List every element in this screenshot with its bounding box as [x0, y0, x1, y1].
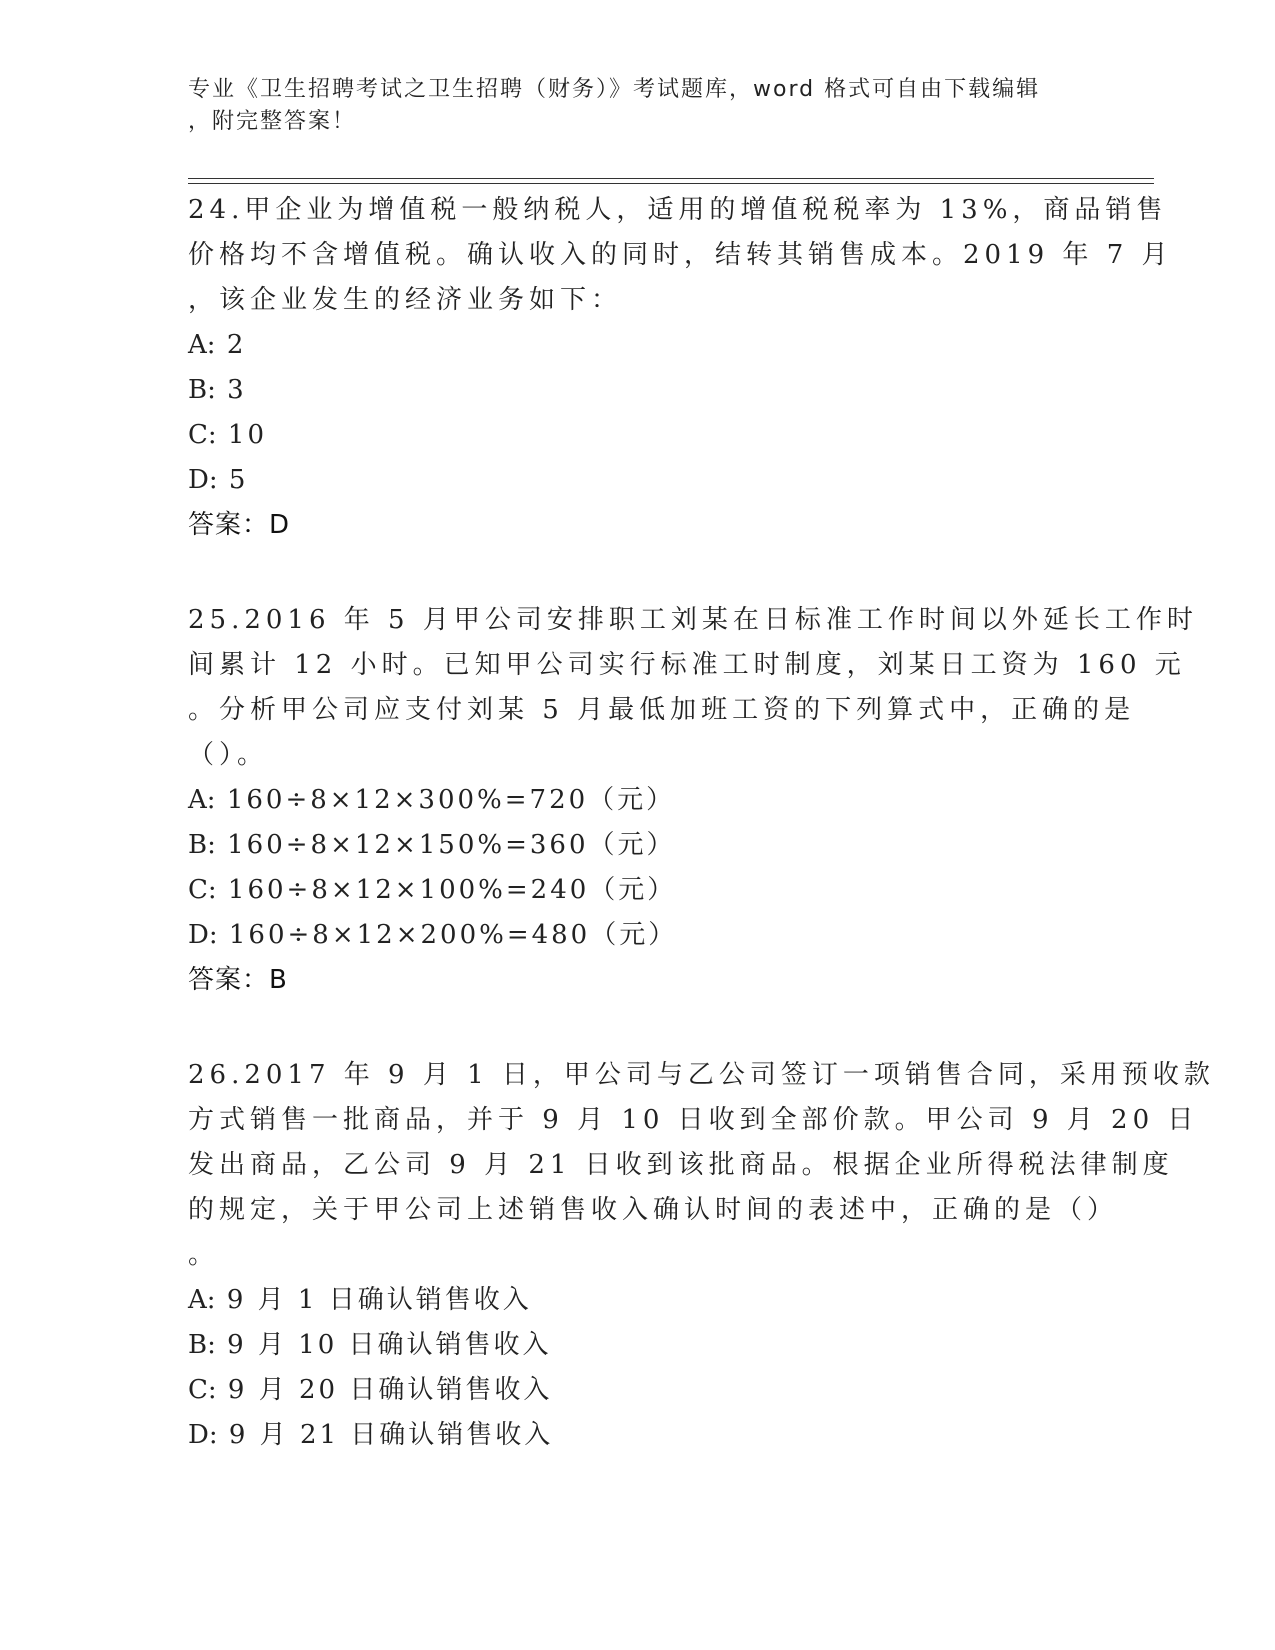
- option-text: 160÷8×12×200%=480（元）: [228, 920, 678, 950]
- option-text: 2: [226, 330, 247, 360]
- option-d: [188, 913, 1088, 958]
- question-stem-line: 26.2017 年 9 月 1 日，甲公司与乙公司签订一项销售合同，采用预收款: [188, 1060, 1215, 1090]
- option-text: 160÷8×12×150%=360（元）: [227, 830, 676, 860]
- option-b: [188, 1323, 1088, 1368]
- option-text: 9 月 20 日确认销售收入: [227, 1375, 553, 1405]
- question-stem-line: 。分析甲公司应支付刘某 5 月最低加班工资的下列算式中，正确的是: [188, 695, 1136, 725]
- option-c: [188, 868, 1088, 913]
- option-letter: D:: [188, 1420, 218, 1450]
- option-c: [188, 413, 1088, 458]
- question-stem-line: ，该企业发生的经济业务如下：: [188, 285, 623, 315]
- question-25: [188, 598, 1198, 1003]
- question-stem-line: 间累计 12 小时。已知甲公司实行标准工时制度，刘某日工资为 160 元: [188, 650, 1186, 680]
- option-letter: C:: [188, 420, 217, 450]
- option-letter: B:: [188, 1330, 216, 1360]
- option-d: [188, 1413, 1088, 1458]
- option-letter: B:: [188, 375, 216, 405]
- option-b: [188, 823, 1088, 868]
- option-text: 9 月 1 日确认销售收入: [226, 1285, 532, 1315]
- option-text: 160÷8×12×100%=240（元）: [227, 875, 677, 905]
- question-stem-line: 24.甲企业为增值税一般纳税人，适用的增值税税率为 13%，商品销售: [188, 195, 1168, 225]
- question-stem-line: 的规定，关于甲公司上述销售收入确认时间的表述中，正确的是（）: [188, 1195, 1119, 1225]
- option-letter: C:: [188, 875, 217, 905]
- option-text: 160÷8×12×300%=720（元）: [226, 785, 676, 815]
- question-stem-line: （）。: [188, 740, 269, 770]
- header-line: 专业《卫生招聘考试之卫生招聘（财务）》考试题库，word 格式可自由下载编辑: [188, 77, 1041, 102]
- header-line: ，附完整答案！: [188, 109, 357, 134]
- question-26: [188, 1053, 1215, 1458]
- option-text: 3: [227, 375, 247, 405]
- answer-text: 答案：B: [188, 965, 288, 995]
- document-header: [188, 74, 1078, 138]
- option-letter: A:: [188, 785, 216, 815]
- answer-text: 答案：D: [188, 510, 291, 540]
- option-text: 5: [228, 465, 249, 495]
- option-text: 9 月 21 日确认销售收入: [228, 1420, 554, 1450]
- option-letter: D:: [188, 920, 218, 950]
- question-24: [188, 188, 1173, 548]
- header-divider: [188, 178, 1154, 179]
- option-d: [188, 458, 1088, 503]
- option-letter: D:: [188, 465, 218, 495]
- question-stem-line: 方式销售一批商品，并于 9 月 10 日收到全部价款。甲公司 9 月 20 日: [188, 1105, 1199, 1135]
- question-stem-line: 25.2016 年 5 月甲公司安排职工刘某在日标准工作时间以外延长工作时: [188, 605, 1198, 635]
- option-text: 10: [227, 420, 268, 450]
- option-a: [188, 778, 1088, 823]
- option-text: 9 月 10 日确认销售收入: [227, 1330, 552, 1360]
- question-stem-line: 发出商品，乙公司 9 月 21 日收到该批商品。根据企业所得税法律制度: [188, 1150, 1174, 1180]
- option-a: [188, 1278, 1088, 1323]
- option-letter: C:: [188, 1375, 217, 1405]
- option-letter: A:: [188, 1285, 216, 1315]
- header-divider: [188, 183, 1154, 184]
- question-stem-line: 价格均不含增值税。确认收入的同时，结转其销售成本。2019 年 7 月: [188, 240, 1173, 270]
- option-letter: B:: [188, 830, 216, 860]
- option-letter: A:: [188, 330, 216, 360]
- option-b: [188, 368, 1088, 413]
- option-c: [188, 1368, 1088, 1413]
- question-stem-line: 。: [188, 1240, 220, 1270]
- option-a: [188, 323, 1088, 368]
